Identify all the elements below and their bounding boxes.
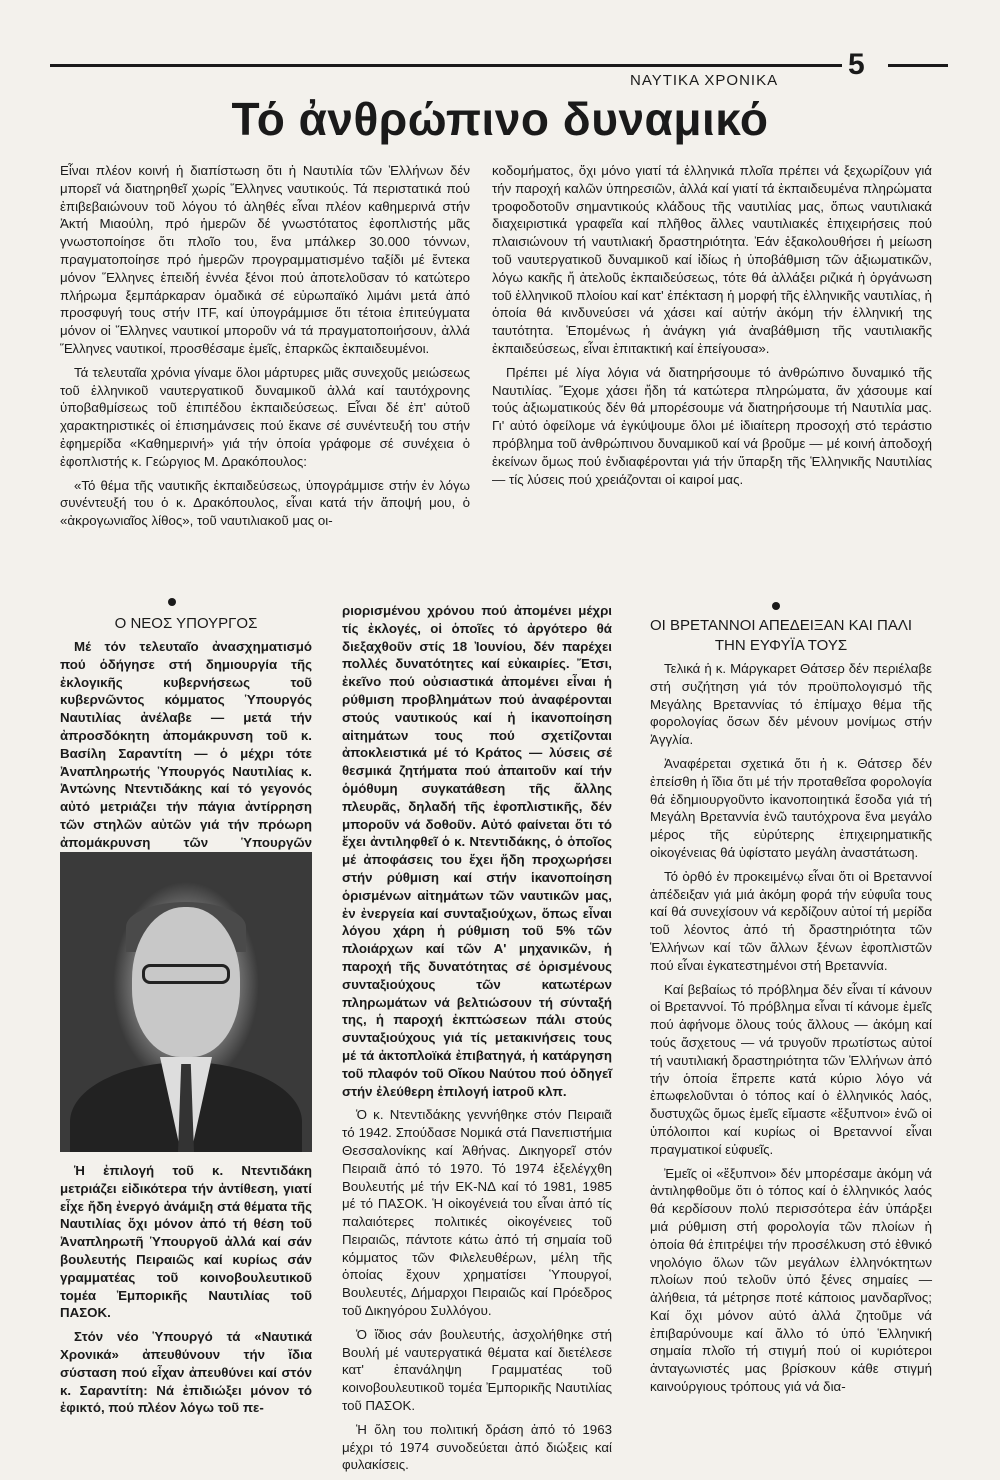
photo-glasses [142, 964, 230, 984]
britain-column [650, 660, 932, 1402]
britain-paragraph: Τό ὀρθό ἐν προκειμένῳ εἶναι ὅτι οἱ Βρεταννοί ἀπέδειξαν γιά μιά ἀκόμη φορά τήν εὐφυΐα τους καί θά συνεχίσουν νά κερδίζουν αὐτοί τή μερίδα τοῦ λέοντος ἀπό τή δραστηριότητα τῶν Ἑλλήνων καί τῶν ἄλλων ξένων ἐφοπλιστῶν πού εἶναι ἐγκατεστημένοι στή Βρεταννία. [650, 868, 932, 973]
minister-after-photo [60, 1162, 312, 1423]
bio-paragraph: Ἡ ὅλη του πολιτική δράση ἀπό τό 1963 μέχρι τό 1974 συνοδεύεται ἀπό διώξεις καί φυλακίσεις. [342, 1421, 612, 1473]
britain-title-line-1: ΟΙ ΒΡΕΤΑΝΝΟΙ ΑΠΕΔΕΙΞΑΝ ΚΑΙ ΠΑΛΙ [649, 617, 913, 634]
minister-portrait-photo [60, 852, 312, 1152]
britain-paragraph: Ἀναφέρεται σχετικά ὅτι ἡ κ. Θάτσερ δέν ἐπείσθη ἡ ἴδια ὅτι μέ τήν προταθεῖσα φορολογία θά ἐδημιουργοῦντο ἱκανοποιητικά ἔσοδα γιά τή Μεγάλη Βρεταννία ἐνῶ ταυτόχρονα ἕνα μεγάλο μέρος τῆς εὐρύτερης ἐπιχειρηματικῆς οἰκογένειας θά ὑφίστατο μεγάλη ἀναστάτωση. [650, 755, 932, 860]
bio-paragraph: Ὁ κ. Ντεντιδάκης γεννήθηκε στόν Πειραιᾶ τό 1942. Σπούδασε Νομικά στά Πανεπιστήμια Θεσσαλονίκης καί Ἀθήνας. Δικηγορεῖ στόν Πειραιᾶ ἀπό τό 1970. Τό 1974 ἐξελέγχθη Βουλευτής μέ τήν ΕΚ-ΝΔ καί τό 1981, 1985 μέ τό ΠΑΣΟΚ. Ἡ οἰκογένειά του εἶναι ἀπό τίς παλαιότερες πολιτικές οἰκογένειες τοῦ Πειραιῶς, πάντοτε κάτω ἀπό τή σημαία τοῦ κόμματος τῶν Φιλελευθέρων, μέλη τῆς ὁποίας ἔχουν χρηματίσει Ὑπουργοί, Βουλευτές, Δήμαρχοι Πειραιῶς καί Πρόεδρος τοῦ Δικηγόρου Συλλόγου. [342, 1107, 612, 1319]
middle-bold-paragraph: ριορισμένου χρόνου πού ἀπομένει μέχρι τίς ἐκλογές, οἱ ὁποῖες τό ἀργότερο θά διεξαχθοῦν στίς 18 Ἰουνίου, δέν παρέχει πολλές δυνατότητες καί εὐκαιρίες. Ἔτσι, ἐκεῖνο πού οὐσιαστικά ἀπομένει εἶναι ἡ ρύθμιση προβλημάτων πού ἀναφέρονται στούς ναυτικούς καί ἡ ἱκανοποίηση αἰτημάτων τους πού σχετίζονται ἀποκλειστικά μέ τό Κράτος — λύσεις σέ θεσμικά ζητήματα πού ἀπαιτοῦν καί τήν ὁμόθυμη συγκατάθεση τῆς ἄλλης πλευρᾶς, δηλαδή τῆς ἐφοπλιστικῆς, δέν μποροῦν νά δοθοῦν. Αὐτό φαίνεται ὅτι τό ἔχει ἀντιληφθεῖ ὁ κ. Ντεντιδάκης, ὁ ὁποῖος μέ ἀποφάσεις του ἔχει ἤδη προχωρήσει στήν ρύθμιση καί στήν ἱκανοποίηση ὁρισμένων αἰτημάτων τῶν ναυτικῶν μας, ἐν ἐνεργεία καί συνταξιούχων, ὅπως εἶναι λόγου χάρη ἡ ρύθμιση τοῦ 5% τῶν πλοιάρχων καί τῶν Α' μηχανικῶν, ἡ παροχή τῆς δυνατότητας σέ ὁρισμένους συνταξιούχους τῶν κατωτέρων πληρωμάτων νά βελτιώσουν τή σύνταξή της, ἡ παροχή ἐκπτώσεων πάλι στούς συνταξιούχους γιά τίς μετακινήσεις τους μέ τά ἀκτοπλοϊκά ἐπιβατηγά, ἡ κατάργηση τοῦ πλαφόν τοῦ Οἴκου Ναύτου πού ὁδηγεῖ στήν ἐλεύθερη ἐπιλογή ἰατροῦ κλπ. [342, 603, 612, 1099]
page-number: 5 [848, 48, 865, 81]
britain-paragraph: Καί βεβαίως τό πρόβλημα δέν εἶναι τί κάνουν οἱ Βρεταννοί. Τό πρόβλημα εἶναι τί κάνομε ἐμεῖς πού ἀφήνομε ὅλους τούς ἄλλους — ἀκόμη καί τούς ἄσχετους — νά τρυγοῦν πρωτίστως αὐτοί τή ναυτιλιακή δραστηριότητα τῶν Ἑλλήνων ἀπό τήν ὁποία ἔπρεπε κατά κύριο λόγο νά ἐπωφελοῦνται ὁ τόπος καί ὁ ἑλληνικός λαός, δυστυχῶς ὅμως ἐμεῖς εἴμαστε «ἔξυπνοι» ἐνῶ οἱ ὑπόλοιποι καί κυρίως οἱ Βρεταννοί εἶναι πραγματικοί εὐφυεῖς. [650, 981, 932, 1157]
header-rule-right [888, 64, 948, 67]
britain-section-title [640, 616, 922, 656]
section-bullet-britain [772, 602, 780, 610]
minister-section-title: Ο ΝΕΟΣ ΥΠΟΥΡΓΟΣ [114, 615, 258, 632]
headline: Τό ἀνθρώπινο δυναμικό [231, 93, 769, 145]
section-bullet-minister [168, 598, 176, 606]
article-paragraph: Πρέπει μέ λίγα λόγια νά διατηρήσουμε τό ἀνθρώπινο δυναμικό τῆς Ναυτιλίας. Ἔχομε χάσει ἤδη τά κατώτερα πληρώματα, ἄν χάσουμε καί τούς ἀξιωματικούς δέν θά μπορέσουμε νά διατηρήσουμε τή Ναυτιλία μας. Γι' αὐτό ὀφείλομε νά ἐγκύψουμε ὅλοι μέ ἰδιαίτερη προσοχή στό τεράστιο πρόβλημα τοῦ ἀνθρώπινου δυναμικοῦ καί νά βροῦμε — μέ κοινή ἀποδοχή ἐκείνων ὅμως πού ἐνδιαφέρονται γιά τήν ὕπαρξη τῆς Ἑλληνικῆς Ναυτιλίας — τίς λύσεις πού χρειάζονται οἱ καιροί μας. [492, 364, 932, 487]
minister-intro-text: Μέ τόν τελευταῖο ἀνασχηματισμό πού ὁδήγησε στή δημιουργία τῆς ἐκλογικῆς κυβερνήσεως τοῦ κυβερνῶντος κόμματος Ὑπουργός Ναυτιλίας ἀνέλαβε — μετά τήν ἀπροσδόκητη ἀπομάκρυνση τοῦ κ. Βασίλη Σαραντίτη — ὁ μέχρι τότε Ἀναπληρωτής Ὑπουργός Ναυτιλίας κ. Ἀντώνης Ντεντιδάκης καί τό γεγονός αὐτό μετριάζει τήν πάγια ἀντίρρηση τῶν στηλῶν αὐτῶν γιά τήν πρόωρη ἀπομάκρυνση τῶν Ὑπουργῶν [60, 639, 312, 850]
article-left-column [60, 162, 470, 536]
minister-paragraph: Ἡ ἐπιλογή τοῦ κ. Ντεντιδάκη μετριάζει εἰδικότερα τήν ἀντίθεση, γιατί εἶχε ἤδη ἐνεργό ἀνάμιξη στά θέματα τῆς Ναυτιλίας ὄχι μόνον ἀπό τή θέση τοῦ Ἀναπληρωτῆ Ὑπουργοῦ ἀλλά καί σάν βουλευτής Πειραιῶς καί κυρίως σάν γραμματέας τοῦ κοινοβουλευτικοῦ τομέα Ἐμπορικῆς Ναυτιλίας τοῦ ΠΑΣΟΚ. [60, 1163, 312, 1321]
running-head: ΝΑΥΤΙΚΑ ΧΡΟΝΙΚΑ [630, 72, 779, 89]
article-paragraph: Τά τελευταῖα χρόνια γίναμε ὅλοι μάρτυρες μιᾶς συνεχοῦς μειώσεως τοῦ ἑλληνικοῦ ναυτεργατικοῦ δυναμικοῦ ἀλλά καί ταυτόχρονης ὑποβαθμίσεως τοῦ ἐπιπέδου ἐκπαιδεύσεως. Εἶναι δέ ἐπ' αὐτοῦ χαρακτηριστικές οἱ ἐπισημάνσεις πού ἔκανε σέ συνέντευξή του στήν ἐφημερίδα «Καθημερινή» γιά τήν ὁποία γράφομε σέ συνέχεια ὁ ἐφοπλιστής κ. Γεώργιος Μ. Δρακόπουλος: [60, 364, 470, 469]
britain-title-line-2: ΤΗΝ ΕΥΦΥΪΑ ΤΟΥΣ [714, 637, 848, 654]
britain-paragraph: Ἐμεῖς οἱ «ἔξυπνοι» δέν μπορέσαμε ἀκόμη νά ἀντιληφθοῦμε ὅτι ὁ τόπος καί ὁ ἑλληνικός λαός θά κερδίσουν πολύ περισσότερα ἐάν ὑπάρξει μιά ρύθμιση στή φορολογία τῶν πλοίων ἡ ὁποία θά ἐπιτρέψει τήν προσέλκυση στό ἐθνικό νηολόγιο ὅλων τῶν μεγάλων ἑλληνόκτητων πλοίων πού τελοῦν ὑπό ξένες σημαίες — ἀλήθεια, τά μέτρησε ποτέ κάποιος μανδαρῖνος; Καί ὄχι μόνον αὐτό ἀλλά ζητοῦμε νά ἐπιβαρύνουμε καί ἄλλο τό ὑπό Ἑλληνική σημαία πλοῖο τή στιγμή πού οἱ κυριότεροι ἀνταγωνιστές μας βρίσκουν κάθε στιγμή καινούργιους τρόπους γιά νά δια- [650, 1165, 932, 1395]
britain-paragraph: Τελικά ἡ κ. Μάργκαρετ Θάτσερ δέν περιέλαβε στή συζήτηση γιά τόν προϋπολογισμό τῆς Μεγάλης Βρεταννίας τό ἐπίμαχο θέμα τῆς φορολογίας ὅσων δέν μένουν μονίμως στήν Ἀγγλία. [650, 661, 932, 748]
middle-column [342, 602, 612, 1480]
article-paragraph: Εἶναι πλέον κοινή ἡ διαπίστωση ὅτι ἡ Ναυτιλία τῶν Ἑλλήνων δέν μπορεῖ νά διατηρηθεῖ χωρίς Ἕλληνες ναυτικούς. Τά περιστατικά πού ἐπιβεβαιώνουν τοῦ λόγου τό ἀληθές εἶναι πλέον καθημερινά στήν Ἀκτή Μιαούλη, πρό ἡμερῶν δέ γνωστότατος ἐφοπλιστής μᾶς γνωστοποίησε ὅτι πλοῖο του, ἕνα μπάλκερ 30.000 τόννων, πραγματοποίησε πρό ἡμερῶν προγραμματισμένο ταξίδι μέ ἔντεκα μόνον Ἕλληνες ἐπειδή ἐννέα ξένοι πού ἀποτελοῦσαν τό κατώτερο πλήρωμα ξεμπάρκαραν ὁμαδικά σέ εὐρωπαϊκό λιμάνι μετά ἀπό προσφυγή τους στήν ITF, καί ὑπογράμμισε ὅτι τέτοια ἐπιτεύγματα μόνον οἱ Ἕλληνες ναυτικοί μποροῦν νά τά πραγματοποιήσουν, ἀλλά Ἕλληνες ναυτικοί, προσθέσαμε ἐμεῖς, ἐπαρκῶς ἐκπαιδευμένοι. [60, 163, 470, 356]
bio-paragraph: Ὁ ἴδιος σάν βουλευτής, ἀσχολήθηκε στή Βουλή μέ ναυτεργατικά θέματα καί διετέλεσε κατ' ἐπανάληψη Γραμματέας τοῦ κοινοβουλευτικοῦ τομέα Ἐμπορικῆς Ναυτιλίας τοῦ ΠΑΣΟΚ. [342, 1326, 612, 1414]
article-paragraph: «Τό θέμα τῆς ναυτικῆς ἐκπαιδεύσεως, ὑπογράμμισε στήν ἐν λόγω συνέντευξή του ὁ κ. Δρακόπουλος, εἶναι κατά τήν ἄποψή μου, ὁ «ἀκρογωνιαῖος λίθος», τοῦ ναυτιλιακοῦ μας οι- [60, 477, 470, 529]
minister-paragraph: Στόν νέο Ὑπουργό τά «Ναυτικά Χρονικά» ἀπευθύνουν τήν ἴδια σύσταση πού εἶχαν ἀπευθύνει καί στόν κ. Σαραντίτη: Νά ἐπιδιώξει μόνον τό ἐφικτό, πού πλέον λόγω τοῦ πε- [60, 1329, 312, 1416]
article-paragraph: κοδομήματος, ὄχι μόνο γιατί τά ἑλληνικά πλοῖα πρέπει νά ξεχωρίζουν γιά τήν παροχή καλῶν ὑπηρεσιῶν, ἀλλά καί γιατί τά ἐκπαιδευμένα πληρώματα τροφοδοτοῦν σημαντικούς κλάδους τῆς ναυτιλίας μας, ὅπως ναυτιλιακά διαχειριστικά γραφεῖα καί πλῆθος ἄλλες ναυτιλιακές ἐπιχειρήσεις πού πλαισιώνουν τή ναυτιλιακή δραστηριότητα. Ἐάν ἐξακολουθήσει ἡ μείωση τοῦ ναυτεργατικοῦ δυναμικοῦ καί ἰδίως ἡ ὑποβάθμιση τῶν ἀξιωματικῶν, λόγω κακῆς ἤ ἀτελοῦς ἐκπαιδεύσεως, τότε θά ἀλλάξει ριζικά ἡ ὀργάνωση τοῦ ἑλληνικοῦ πλοίου καί κατ' ἐπέκταση ἡ μορφή τῆς ἑλληνικῆς ναυτιλίας, ἡ ὁποία θά κινδυνεύσει νά χάσει καί αὐτήν ἀκόμη τήν ἑλληνική της ταυτότητα. Ἑπομένως ἡ ἀνάγκη γιά ἀναβάθμιση τῆς ναυτιλιακῆς ἐκπαιδεύσεως, εἶναι ἐπιτακτική καί ἐπείγουσα». [492, 163, 932, 356]
header-rule-left [50, 64, 842, 67]
article-right-column [492, 162, 932, 494]
